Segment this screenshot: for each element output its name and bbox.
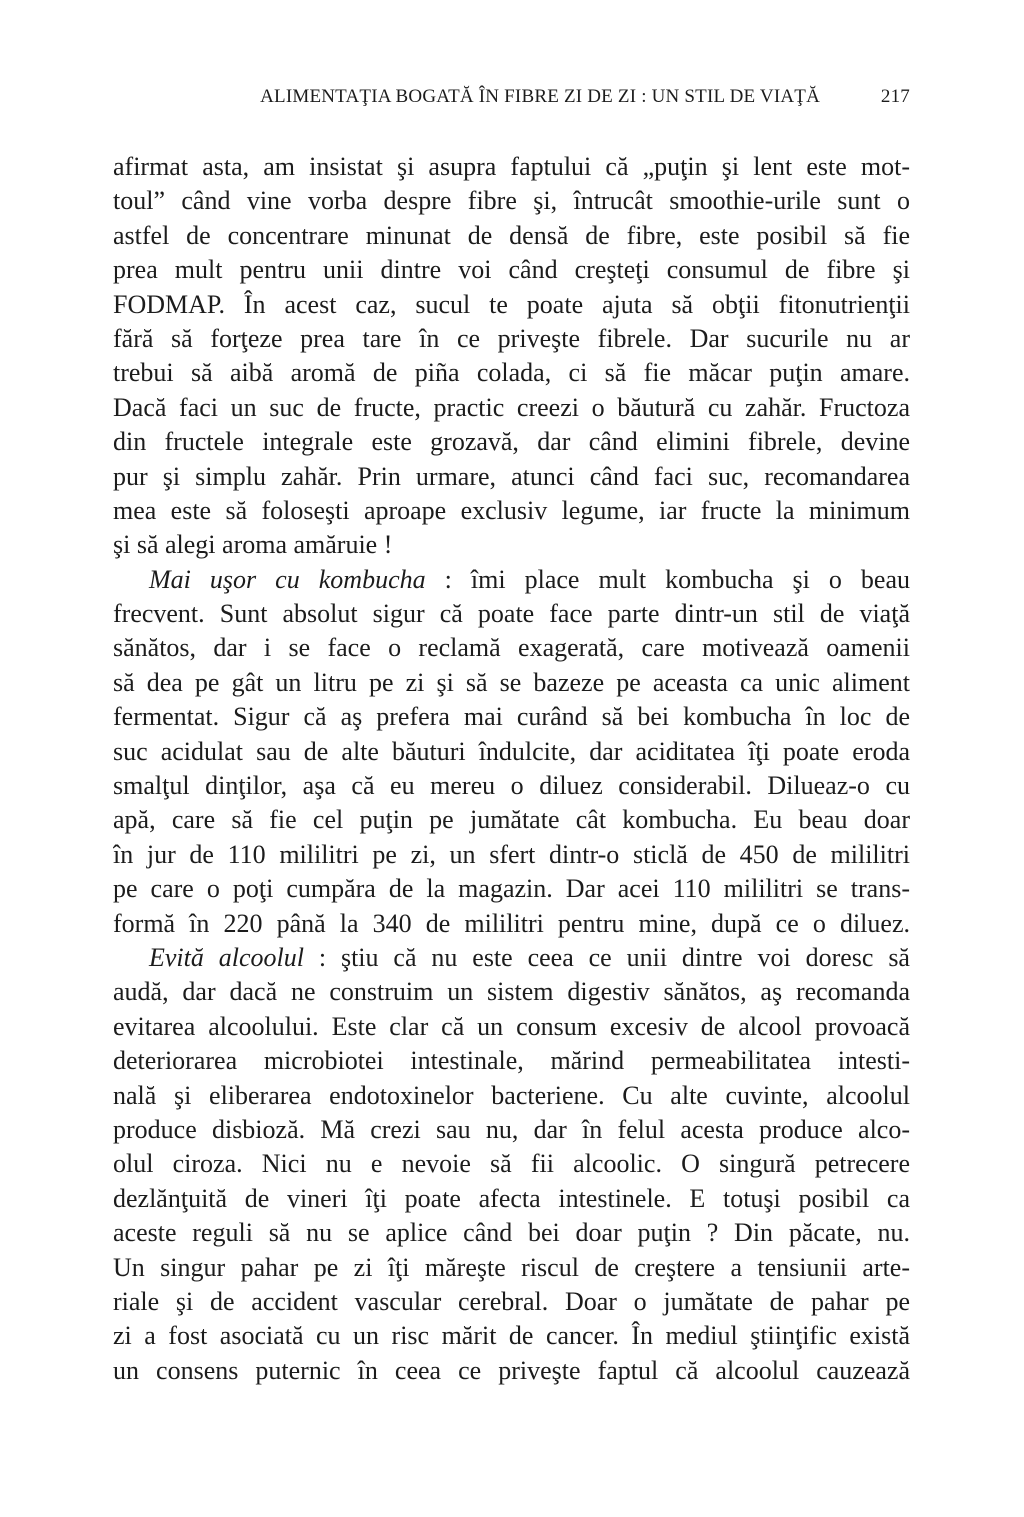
- text-line: FODMAP. În acest caz, sucul te poate ajuta să obţii fitonutrienţii: [113, 289, 910, 319]
- paragraph-alcohol: [113, 941, 910, 1388]
- text-line: Dacă faci un suc de fructe, practic creezi o băutură cu zahăr. Fructoza: [113, 392, 910, 422]
- text-line: audă, dar dacă ne construim un sistem digestiv sănătos, aş recomanda: [113, 977, 910, 1007]
- text-line: fermentat. Sigur că aş prefera mai curând să bei kombucha în loc de: [113, 702, 910, 732]
- text-line: pe care o poţi cumpăra de la magazin. Dar acei 110 mililitri se trans-: [113, 874, 910, 904]
- text-line: evitarea alcoolului. Este clar că un consum excesiv de alcool provoacă: [113, 1011, 910, 1041]
- text-line: pur şi simplu zahăr. Prin urmare, atunci când faci suc, recomandarea: [113, 461, 910, 491]
- text-line: dezlănţuită de vineri îţi poate afecta intestinele. E totuşi posibil ca: [113, 1183, 910, 1213]
- text-line: nală şi eliberarea endotoxinelor bacteriene. Cu alte cuvinte, alcoolul: [113, 1080, 910, 1110]
- text-line: să dea pe gât un litru pe zi şi să se bazeze pe aceasta ca unic aliment: [113, 667, 910, 697]
- text-line: afirmat asta, am insistat şi asupra faptului că „puţin şi lent este mot-: [113, 152, 910, 181]
- text-line: frecvent. Sunt absolut sigur că poate face parte dintr-un stil de viaţă: [113, 599, 910, 629]
- paragraph-lead-rest: : ştiu că nu este ceea ce unii dintre voi doresc să: [303, 942, 910, 972]
- text-line: trebui să aibă aromă de piña colada, ci să fie măcar puţin amare.: [113, 358, 910, 388]
- text-line: şi să alegi aroma amăruie !: [113, 530, 393, 560]
- paragraph-kombucha: [113, 563, 910, 941]
- text-line: riale şi de accident vascular cerebral. Doar o jumătate de pahar pe: [113, 1286, 910, 1316]
- text-line: Un singur pahar pe zi îţi măreşte riscul de creştere a tensiunii arte-: [113, 1252, 910, 1282]
- paragraph-smoothies: [113, 150, 910, 563]
- text-line: apă, care să fie cel puţin pe jumătate cât kombucha. Eu beau doar: [113, 805, 910, 835]
- page-header: [113, 86, 910, 116]
- text-line: prea mult pentru unii dintre voi când creşteţi consumul de fibre şi: [113, 255, 910, 285]
- text-line: zi a fost asociată cu un risc mărit de cancer. În mediul ştiinţific există: [113, 1321, 910, 1351]
- text-line: deteriorarea microbiotei intestinale, mărind permeabilitatea intesti-: [113, 1046, 910, 1076]
- paragraph-lead: Mai uşor cu kombucha: [149, 564, 426, 594]
- text-line: formă în 220 până la 340 de mililitri pentru mine, după ce o diluez.: [113, 908, 910, 938]
- text-line: din fructele integrale este grozavă, dar când elimini fibrele, devine: [113, 427, 910, 457]
- text-line: olul ciroza. Nici nu e nevoie să fii alcoolic. O singură petrecere: [113, 1149, 910, 1179]
- text-line: fără să forţeze prea tare în ce priveşte fibrele. Dar sucurile nu ar: [113, 323, 910, 353]
- text-line: aceste reguli să nu se aplice când bei doar puţin ? Din păcate, nu.: [113, 1218, 910, 1248]
- text-line: produce disbioză. Mă crezi sau nu, dar în felul acesta produce alco-: [113, 1114, 910, 1144]
- text-line-first: [113, 563, 910, 597]
- text-line: astfel de concentrare minunat de densă de fibre, este posibil să fie: [113, 220, 910, 250]
- text-line: toul” când vine vorba despre fibre şi, întrucât smoothie-urile sunt o: [113, 186, 910, 216]
- text-line: suc acidulat sau de alte băuturi îndulcite, dar aciditatea îţi poate eroda: [113, 736, 910, 766]
- paragraph-lead-rest: : îmi place mult kombucha şi o beau: [425, 564, 910, 594]
- page-number: 217: [880, 86, 910, 107]
- body-text: [113, 150, 910, 1388]
- text-line: un consens puternic în ceea ce priveşte faptul că alcoolul cauzează: [113, 1355, 910, 1385]
- text-line: sănătos, dar i se face o reclamă exagerată, care motivează oamenii: [113, 633, 910, 663]
- text-line-first: [113, 941, 910, 975]
- text-line: mea este să foloseşti aproape exclusiv legume, iar fructe la minimum: [113, 495, 910, 525]
- text-line: în jur de 110 mililitri pe zi, un sfert dintr-o sticlă de 450 de mililitri: [113, 839, 910, 869]
- paragraph-lead: Evită alcoolul: [149, 942, 304, 972]
- text-line: smalţul dinţilor, aşa că eu mereu o diluez considerabil. Dilueaz-o cu: [113, 771, 910, 801]
- running-title: ALIMENTAŢIA BOGATĂ ÎN FIBRE ZI DE ZI : UN STIL DE VIAŢĂ: [260, 86, 820, 107]
